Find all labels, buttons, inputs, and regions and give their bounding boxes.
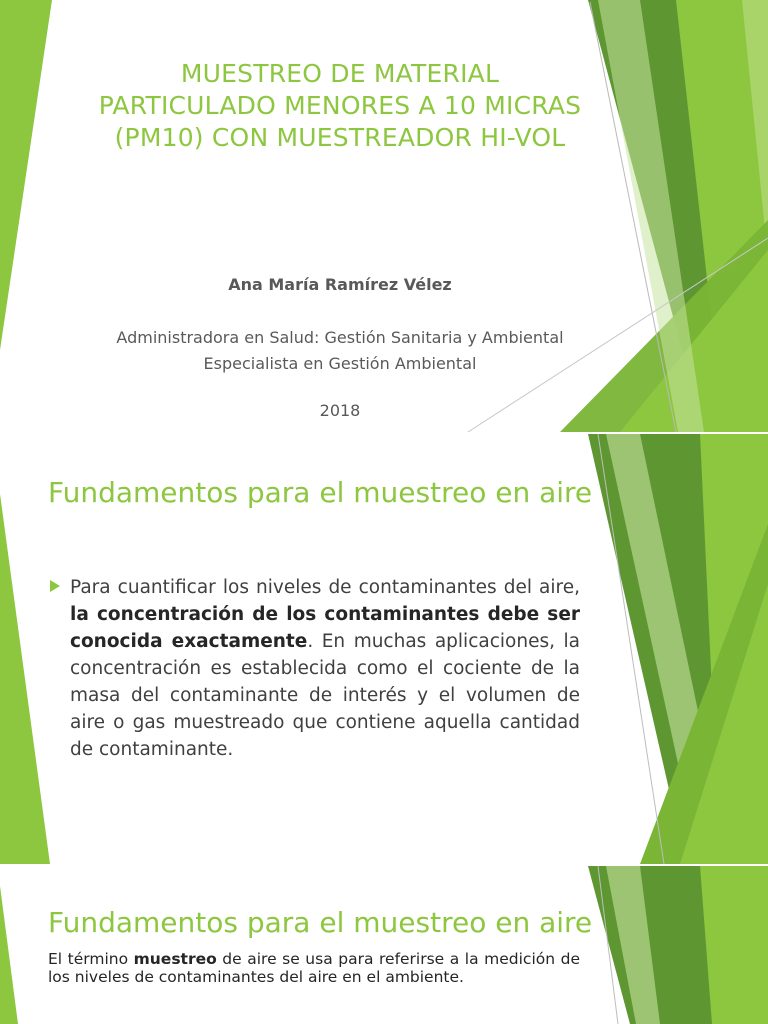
left-green-wedge — [0, 0, 52, 350]
text-run: de aire se usa para referirse a la medición de los niveles de contaminantes del aire en el ambiente. — [48, 950, 580, 986]
title-line: MUESTREO DE MATERIAL — [180, 59, 500, 88]
right-bright-wedge — [700, 866, 768, 1024]
bullet-arrow-icon — [50, 580, 60, 592]
year: 2018 — [319, 401, 361, 420]
left-green-wedge — [0, 494, 50, 864]
green-decoration — [0, 866, 768, 1024]
author-name: Ana María Ramírez Vélez — [228, 275, 452, 294]
title-line: PARTICULADO MENORES A 10 MICRAS — [98, 91, 582, 120]
bullet-item — [50, 574, 580, 763]
left-green-wedge — [0, 886, 18, 1024]
slide-fundamentos-2 — [0, 866, 768, 1024]
text-run: Para cuantificar los niveles de contaminantes del aire, — [70, 577, 580, 598]
slide-title — [0, 0, 768, 432]
slide-heading: Fundamentos para el muestreo en aire — [48, 906, 593, 939]
bullet-text — [70, 574, 580, 763]
paragraph — [48, 950, 580, 986]
presentation-title — [90, 58, 590, 154]
author-role-2: Especialista en Gestión Ambiental — [203, 354, 477, 373]
slide-fundamentos-1 — [0, 434, 768, 864]
slide-heading: Fundamentos para el muestreo en aire — [48, 476, 593, 509]
text-run: . En muchas aplicaciones, la concentración es establecida como el cociente de la masa del contaminante de interés y el volumen de aire o gas muestreado que contiene aquella cantidad de contaminante. — [70, 631, 580, 760]
bold-text-run: muestreo — [133, 950, 217, 968]
bold-text-run: la concentración de los contaminantes debe ser conocida exactamente — [70, 604, 580, 652]
text-run: El término — [48, 950, 134, 968]
author-role-1: Administradora en Salud: Gestión Sanitaria y Ambiental — [116, 328, 564, 347]
title-line: (PM10) CON MUESTREADOR HI-VOL — [114, 123, 566, 152]
